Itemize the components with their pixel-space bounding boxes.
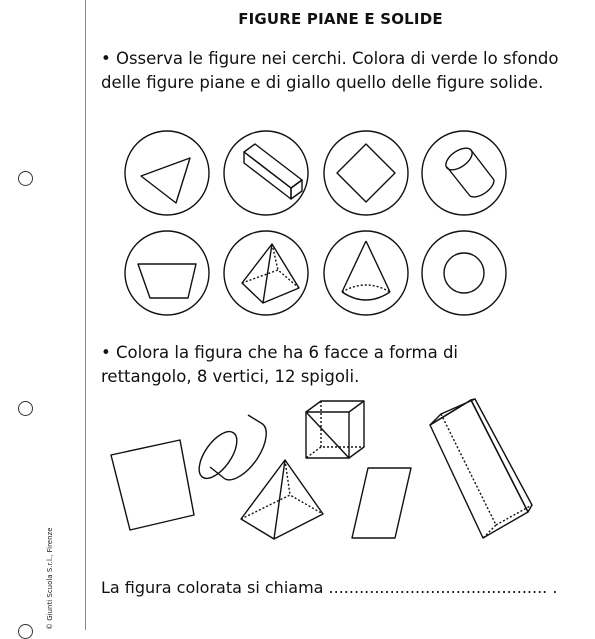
circle-square (324, 131, 408, 215)
page-title: FIGURE PIANE E SOLIDE (238, 10, 443, 28)
circle-circle (422, 231, 506, 315)
circle-cone (324, 231, 408, 315)
circle-cuboid (224, 131, 308, 215)
solid-cylinder (192, 415, 266, 485)
solid-parallelogram (352, 468, 411, 538)
circle-triangle (125, 131, 209, 215)
circle-pyramid (224, 231, 308, 315)
solid-pyramid (241, 460, 323, 539)
instruction-observe: • Osserva le figure nei cerchi. Colora di verde lo sfondo delle figure piane e di giallo quello delle figure solide. (101, 49, 559, 92)
solid-quadrilateral (111, 440, 194, 530)
solid-cube (306, 401, 364, 458)
copyright-credit: © Giunti Scuola S.r.l., Firenze (46, 527, 54, 630)
instruction-color: • Colora la figura che ha 6 facce a forma di rettangolo, 8 vertici, 12 spigoli. (101, 343, 458, 386)
circle-trapezoid (125, 231, 209, 315)
solid-rectangular-prism (430, 399, 532, 538)
circle-cylinder (422, 131, 506, 215)
answer-line: La figura colorata si chiama ........................................... . (101, 578, 558, 597)
